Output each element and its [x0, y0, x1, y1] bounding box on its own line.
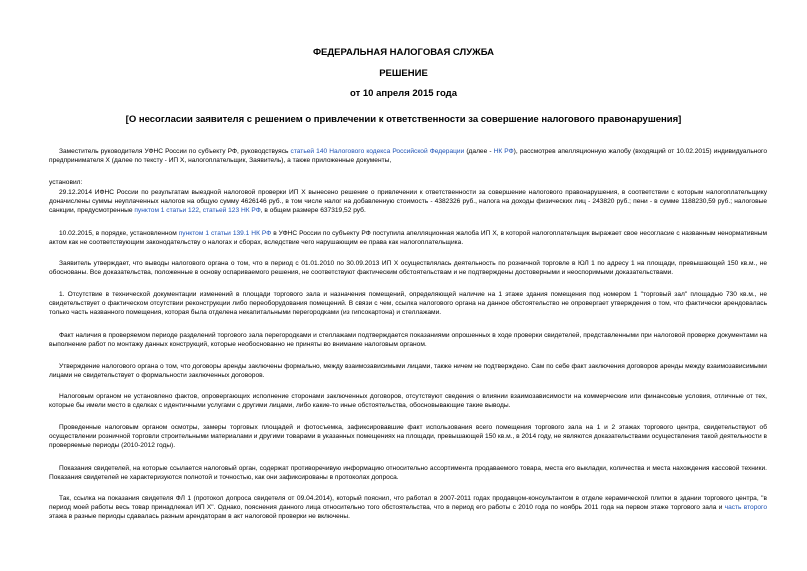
- link-nk-rf[interactable]: НК РФ: [493, 148, 514, 155]
- paragraph-6: [49, 290, 767, 318]
- p1-text-b: (далее -: [464, 148, 494, 155]
- paragraph-5: [49, 259, 767, 277]
- p6-text: 1. Отсутствие в технической документации изменений в площади торгового зала и назначения помещений, определяющей наличие на 1 этаже здания помещения под номером 1 "торговый зал" площадью 730 кв.м., не свидетельствует о фактическом отсутствии реконструкции либо переоборудования помещений. В связи с чем, ссылка налогового органа на данное обстоятельство не опровергает утверждения о том, что фактически арендовалась только часть названного помещения, которая была отделена некапитальными перегородками (из гипсокартона) и стеллажами.: [49, 291, 767, 317]
- p7-text: Факт наличия в проверяемом периоде разделений торгового зала перегородками и стеллажами подтверждается показаниями опрошенных в ходе проверки свидетелей, представленными при налоговой проверке документами на выполнение работ по монтажу данных конструкций, которые необоснованно не приняты во внимание налоговым органом.: [49, 332, 767, 349]
- p1-text-c: ), рассмотрев апелляционную жалобу (входящий от 10.02.2015) индивидуального предпринимателя Х (далее по тексту - ИП Х, налогоплательщик, Заявитель), а также приложенные документы,: [49, 148, 767, 165]
- p8-text: Утверждение налогового органа о том, что договоры аренды заключены формально, между взаимозависимыми лицами, также ничем не подтверждено. Сам по себе факт заключения договоров аренды между взаимозависимыми лицами не свидетельствует о формальности заключенных договоров.: [49, 363, 767, 380]
- p10-text: Проведенные налоговым органом осмотры, замеры торговых площадей и фотосъемка, зафиксировавшие факт использования всего помещения торгового зала на 1 и 2 этажах торгового центра, свидетельствуют об осуществлении розничной торговли строительными материалами и другими товарами в указанных помещениях на площади, превышающей 150 кв.м., в 2014 году, не являются доказательствами осуществления такой деятельности в проверяемые периоды (2010-2012 годы).: [49, 424, 767, 450]
- paragraph-9: [49, 392, 767, 410]
- paragraph-8: [49, 362, 767, 380]
- paragraph-1: [49, 147, 767, 165]
- link-article-140[interactable]: статьей 140 Налогового кодекса Российской Федерации: [290, 148, 465, 155]
- p11-text: Показания свидетелей, на которые ссылается налоговый орган, содержат противоречивую информацию относительно ассортимента продаваемого товара, места его выкладки, количества и места нахождения кассовой техники. Показания свидетелей не характеризуются полнотой и точностью, как они зафиксированы в протоколах допроса.: [49, 465, 767, 482]
- doc-subject: [О несогласии заявителя с решением о привлечении к ответственности за совершение налогового правонарушения]: [125, 114, 682, 125]
- p3-text-c: , в общем размере 637319,52 руб.: [260, 207, 366, 215]
- p12-text-a: Так, ссылка на показания свидетеля ФЛ 1 (протокол допроса свидетеля от 09.04.2014), который пояснил, что работал в 2007-2011 годах продавцом-консультантом в отделе керамической плитки в здании торгового центра, "в период моей работы весь товар принадлежал ИП Х". Однако, пояснения данного лица относительно того обстоятельства, что в период его работы с 2010 года по ноябрь 2011 года на первом этаже торгового зала и: [49, 495, 767, 512]
- agency-title: ФЕДЕРАЛЬНАЯ НАЛОГОВАЯ СЛУЖБА: [312, 47, 495, 58]
- doc-date: от 10 апреля 2015 года: [350, 88, 457, 99]
- link-p1-art139-1[interactable]: пунктом 1 статьи 139.1 НК РФ: [178, 230, 272, 237]
- p3-text-b: ,: [199, 207, 203, 215]
- p3-text-a: 29.12.2014 ИФНС России по результатам выездной налоговой проверки ИП Х вынесено решение о привлечении к ответственности за совершение налогового правонарушения, в соответствии с которым налогоплательщику доначислены суммы неуплаченных налогов на общую сумму 4626146 руб., в том числе налог на добавленную стоимость - 4382326 руб., налога на доходы физических лиц - 243820 руб.; пени - в сумме 1188230,59 руб.; налоговые санкции, предусмотренные: [49, 189, 767, 215]
- paragraph-10: [49, 423, 767, 451]
- p5-text: Заявитель утверждает, что выводы налогового органа о том, что в период с 01.01.2010 по 30.09.2013 ИП Х осуществлялась деятельность по розничной торговле в ЮЛ 1 по адресу 1 на площади, превышающей 150 кв.м., не обоснованы. Все доказательства, положенные в основу оспариваемого решения, не соответствуют фактическим обстоятельствам и не подтверждены достоверными и неоспоримыми доказательствами.: [49, 260, 767, 277]
- link-art123[interactable]: статьей 123 НК РФ: [202, 207, 261, 215]
- link-second-part[interactable]: часть второго: [724, 504, 767, 512]
- p4-text-b: в УФНС России по субъекту РФ поступила апелляционная жалоба ИП Х, в которой налогоплательщик выражает свое несогласие с названным ненормативным актом как не соответствующим законодательству о налогах и сборах, вследствие чего нарушающим ее права как налогоплательщика.: [49, 230, 767, 247]
- paragraph-3: [49, 188, 767, 216]
- p9-text: Налоговым органом не установлено фактов, опровергающих исполнение сторонами заключенных договоров, отсутствуют сведения о влиянии взаимозависимости на коммерческие или финансовые условия, отличные от тех, которые бы имели место в сделках с идентичными услугами с другими лицами, либо какие-то иные обстоятельства, обосновывающие такие выводы.: [49, 393, 767, 410]
- p12-text-b: этажа в разные периоды сдавалась разным арендаторам в акт налоговой проверки не включены.: [49, 513, 350, 521]
- paragraph-4: [49, 229, 767, 247]
- paragraph-11: [49, 464, 767, 482]
- link-p1-art122[interactable]: пунктом 1 статьи 122: [134, 207, 200, 215]
- established-label: установил:: [49, 179, 83, 186]
- paragraph-7: [49, 331, 767, 349]
- paragraph-12: [49, 494, 767, 522]
- p1-text-a: Заместитель руководителя УФНС России по субъекту РФ, руководствуясь: [59, 148, 291, 155]
- paragraph-2: [49, 178, 767, 187]
- p4-text-a: 10.02.2015, в порядке, установленном: [59, 230, 179, 237]
- doc-type-title: РЕШЕНИЕ: [379, 68, 428, 79]
